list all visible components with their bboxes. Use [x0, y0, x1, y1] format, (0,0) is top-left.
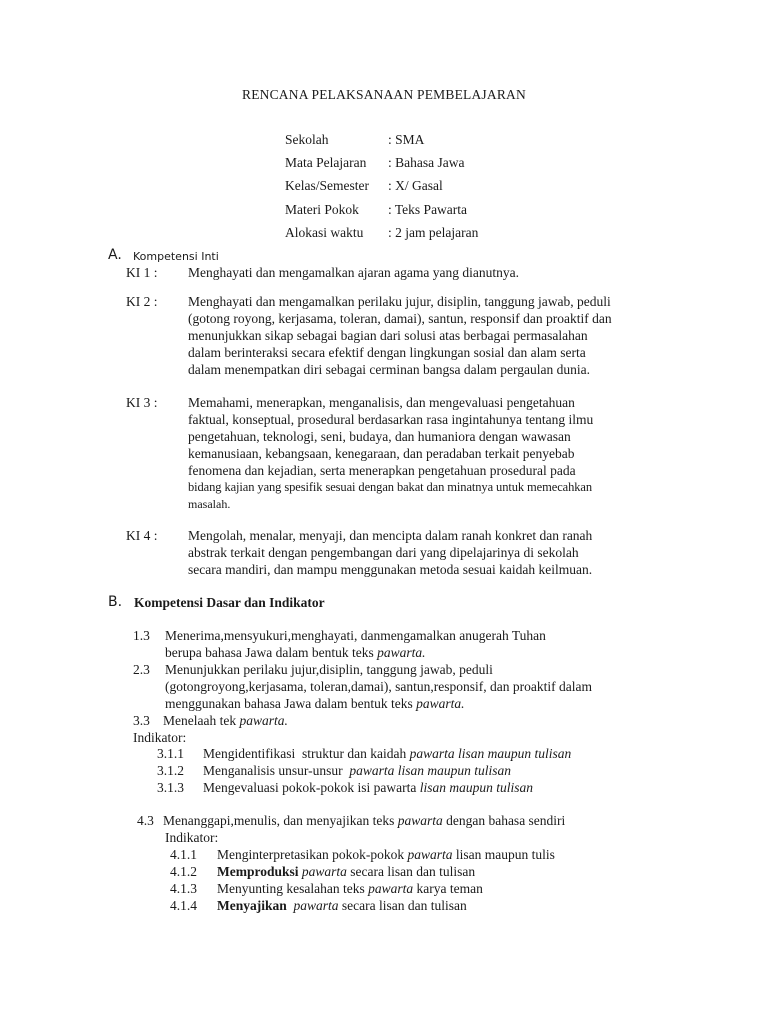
kd-text-emphasis: pawarta.: [377, 645, 426, 660]
kd-text: Menerima,mensyukuri,menghayati, danmengamalkan anugerah Tuhan: [165, 628, 546, 643]
ki-text: [188, 394, 593, 513]
indikator-text-part: Mengevaluasi pokok-pokok isi pawarta: [203, 780, 420, 795]
ki-code: KI 2 :: [126, 294, 158, 309]
indikator-text-part: secara lisan dan tulisan: [346, 864, 476, 879]
ki-line: secara mandiri, dan mampu menggunakan metoda sesuai kaidah keilmuan.: [188, 562, 593, 577]
ki-line: menunjukkan sikap sebagai bagian dari solusi atas berbagai permasalahan: [188, 328, 588, 343]
ki-line: dalam berinteraksi secara efektif dengan lingkungan sosial dan alam serta: [188, 345, 586, 360]
kd-number: 2.3: [133, 662, 150, 677]
ki-line: dalam menempatkan diri sebagai cerminan bangsa dalam pergaulan dunia.: [188, 362, 590, 377]
kd-number: 3.3: [133, 713, 150, 728]
indikator-text-bold: Menyajikan: [217, 898, 287, 913]
indikator-text-emphasis: pawarta: [407, 847, 453, 862]
indikator-text: [217, 880, 483, 897]
kd-text: [163, 812, 565, 829]
info-label-mapel: Mata Pelajaran: [285, 155, 367, 170]
ki-code: KI 3 :: [126, 395, 158, 410]
ki-text: [188, 527, 592, 578]
kd-text-part: berupa bahasa Jawa dalam bentuk teks: [165, 645, 378, 660]
indikator-number: 3.1.1: [157, 746, 184, 761]
indikator-text-part: karya teman: [413, 881, 483, 896]
ki-line: (gotong royong, kerjasama, toleran, damai), santun, responsif dan proaktif dan: [188, 311, 612, 326]
indikator-text-part: [287, 898, 294, 913]
indikator-text-part: Menyunting kesalahan teks: [217, 881, 369, 896]
indikator-text-part: secara lisan dan tulisan: [338, 898, 467, 913]
indikator-text-emphasis: pawarta: [301, 864, 347, 879]
info-value-sekolah: : SMA: [388, 132, 425, 147]
kd-text-part: dengan bahasa sendiri: [442, 813, 566, 828]
section-b-letter: B.: [108, 594, 123, 610]
ki-line: faktual, konseptual, prosedural berdasarkan rasa ingintahunya tentang ilmu: [188, 412, 594, 427]
indikator-number: 4.1.1: [170, 847, 197, 862]
section-a-heading: Kompetensi Inti: [133, 250, 219, 263]
indikator-text: [217, 863, 475, 880]
ki-text: [188, 264, 519, 281]
info-value-materi: : Teks Pawarta: [388, 202, 468, 217]
kd-text: [163, 712, 288, 729]
ki-code: KI 1 :: [126, 265, 158, 280]
ki-code: KI 4 :: [126, 528, 158, 543]
indikator-text-emphasis: lisan maupun tulisan: [419, 780, 533, 795]
ki-text: [188, 293, 612, 378]
indikator-text: [203, 745, 571, 762]
indikator-text: [217, 846, 555, 863]
ki-line: Menghayati dan mengamalkan perilaku jujur, disiplin, tanggung jawab, peduli: [188, 294, 611, 309]
indikator-number: 3.1.2: [157, 763, 184, 778]
kd-text: [165, 644, 426, 661]
kd-text-part: Menanggapi,menulis, dan menyajikan teks: [163, 813, 398, 828]
ki-line: masalah.: [188, 497, 231, 511]
indikator-text: [203, 762, 511, 779]
kd-text: Menunjukkan perilaku jujur,disiplin, tanggung jawab, peduli: [165, 662, 493, 677]
indikator-text-emphasis: pawarta lisan maupun tulisan: [349, 763, 511, 778]
kd-number: 1.3: [133, 628, 150, 643]
indikator-text: [217, 897, 467, 914]
ki-line: Menghayati dan mengamalkan ajaran agama yang dianutnya.: [188, 265, 519, 280]
kd-text-part: menggunakan bahasa Jawa dalam bentuk teks: [165, 696, 417, 711]
indikator-text-emphasis: pawarta: [368, 881, 414, 896]
kd-text-emphasis: pawarta.: [416, 696, 465, 711]
ki-line: pengetahuan, teknologi, seni, budaya, dan humaniora dengan wawasan: [188, 429, 571, 444]
section-b-heading: Kompetensi Dasar dan Indikator: [134, 595, 325, 610]
info-label-materi: Materi Pokok: [285, 202, 359, 217]
indikator-text-emphasis: pawarta lisan maupun tulisan: [409, 746, 572, 761]
ki-line: Mengolah, menalar, menyaji, dan mencipta dalam ranah konkret dan ranah: [188, 528, 593, 543]
ki-line: fenomena dan kejadian, serta menerapkan pengetahuan prosedural pada: [188, 463, 576, 478]
section-a-letter: A.: [108, 247, 122, 263]
indikator-number: 3.1.3: [157, 780, 184, 795]
indikator-text-part: Menginterpretasikan pokok-pokok: [217, 847, 408, 862]
indikator-label: Indikator:: [133, 730, 187, 745]
kd-text-part: Menelaah tek: [163, 713, 240, 728]
indikator-text-part: Menganalisis unsur-unsur: [203, 763, 350, 778]
info-value-kelas: : X/ Gasal: [388, 178, 443, 193]
ki-line: bidang kajian yang spesifik sesuai dengan bakat dan minatnya untuk memecahkan: [188, 480, 592, 494]
indikator-text-bold: Memproduksi: [217, 864, 299, 879]
page-title: RENCANA PELAKSANAAN PEMBELAJARAN: [242, 87, 526, 102]
indikator-text-part: Mengidentifikasi struktur dan kaidah: [203, 746, 410, 761]
indikator-text-emphasis: pawarta: [293, 898, 339, 913]
indikator-number: 4.1.3: [170, 881, 197, 896]
indikator-label: Indikator:: [165, 830, 219, 845]
info-value-alokasi: : 2 jam pelajaran: [388, 225, 479, 240]
indikator-number: 4.1.2: [170, 864, 197, 879]
info-label-kelas: Kelas/Semester: [285, 178, 369, 193]
indikator-number: 4.1.4: [170, 898, 197, 913]
kd-number: 4.3: [137, 813, 154, 828]
kd-text-emphasis: pawarta.: [239, 713, 288, 728]
indikator-text-part: lisan maupun tulis: [452, 847, 555, 862]
indikator-text: [203, 779, 533, 796]
ki-line: Memahami, menerapkan, menganalisis, dan mengevaluasi pengetahuan: [188, 395, 575, 410]
ki-line: abstrak terkait dengan pengembangan dari yang dipelajarinya di sekolah: [188, 545, 579, 560]
kd-text: (gotongroyong,kerjasama, toleran,damai), santun,responsif, dan proaktif dalam: [165, 679, 592, 694]
info-value-mapel: : Bahasa Jawa: [388, 155, 465, 170]
kd-text: [165, 695, 465, 712]
kd-text-emphasis: pawarta: [397, 813, 443, 828]
info-label-sekolah: Sekolah: [285, 132, 329, 147]
info-label-alokasi: Alokasi waktu: [285, 225, 364, 240]
ki-line: kemanusiaan, kebangsaan, kenegaraan, dan peradaban terkait penyebab: [188, 446, 575, 461]
